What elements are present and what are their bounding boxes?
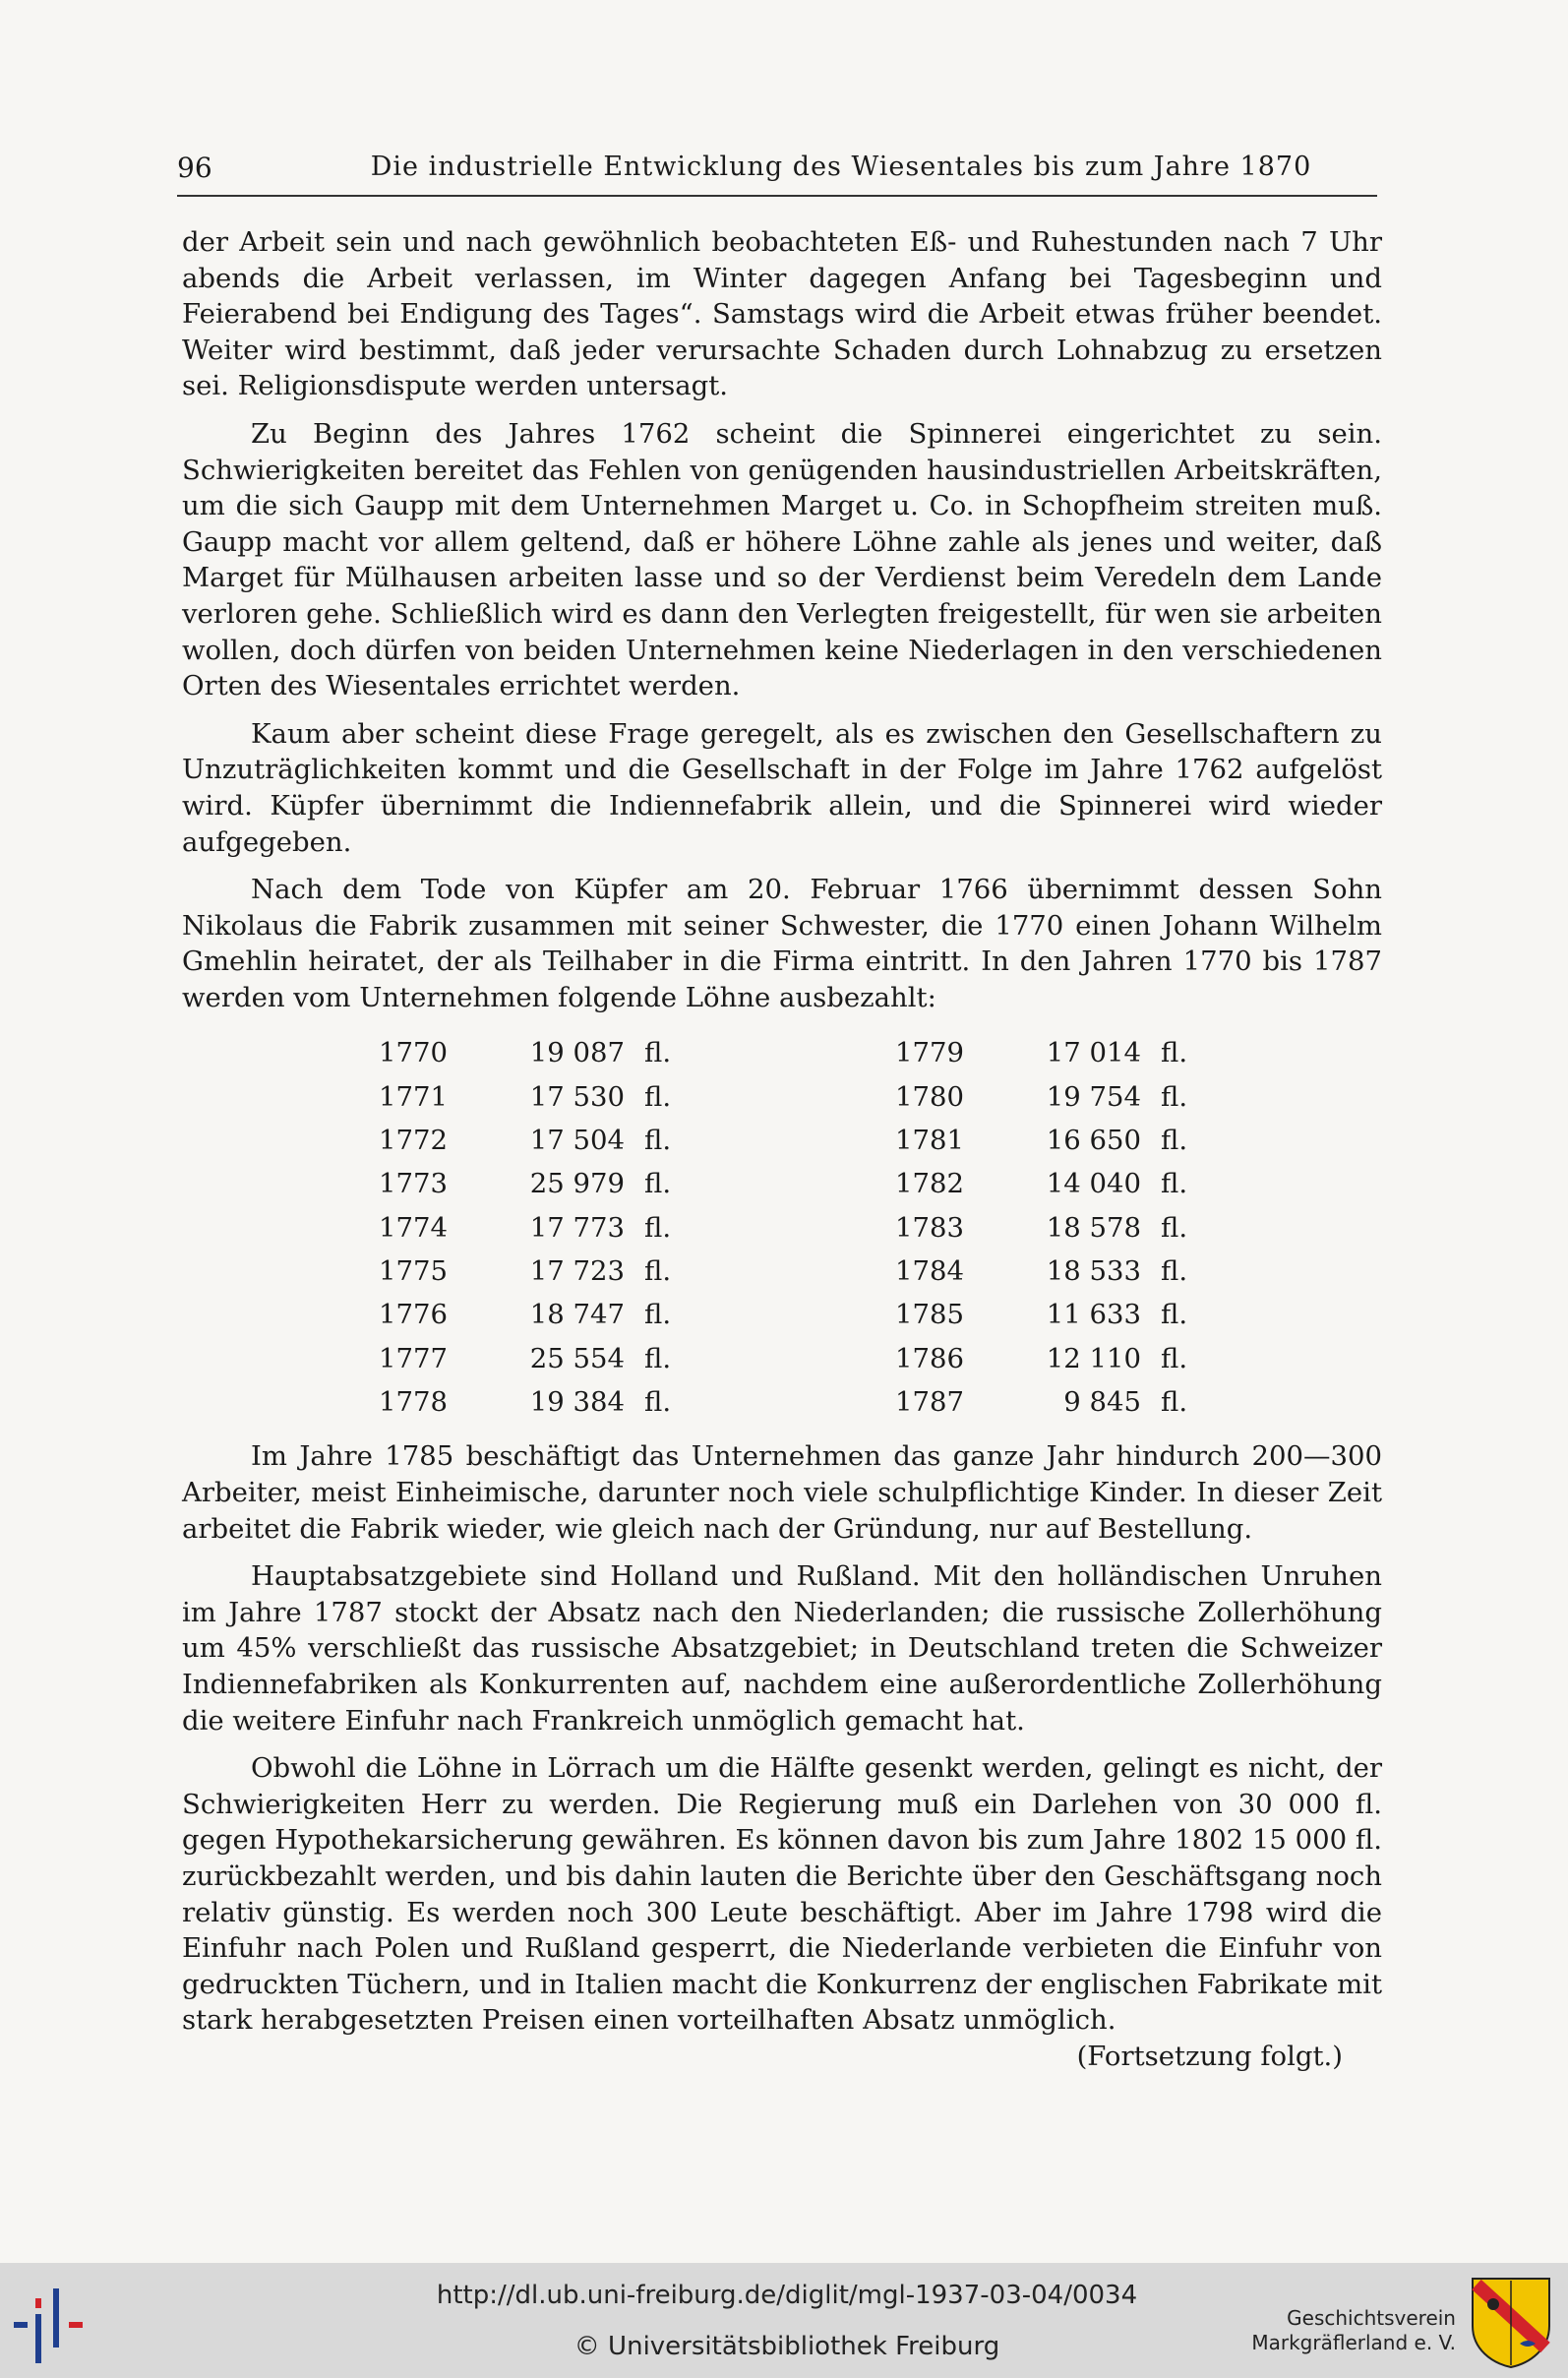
amount-cell: 18 578 bbox=[1046, 1211, 1141, 1244]
unit-cell: fl. bbox=[1161, 1211, 1188, 1244]
wages-column-right bbox=[895, 1031, 1308, 1424]
year-cell: 1775 bbox=[379, 1254, 448, 1287]
unit-cell: fl. bbox=[644, 1211, 672, 1244]
unit-cell: fl. bbox=[644, 1125, 672, 1157]
table-row bbox=[895, 1337, 1308, 1380]
unit-cell: fl. bbox=[1161, 1385, 1188, 1418]
document-url-link[interactable]: http://dl.ub.uni-freiburg.de/diglit/mgl-1937-03-04/0034 bbox=[436, 2281, 1138, 2310]
wages-column-left bbox=[379, 1031, 792, 1424]
amount-cell: 9 845 bbox=[1063, 1385, 1141, 1418]
society-name-line: Markgräflerland e. V. bbox=[1251, 2331, 1456, 2354]
page-header bbox=[177, 148, 1377, 197]
year-cell: 1782 bbox=[895, 1168, 964, 1200]
society-name bbox=[1249, 2306, 1456, 2355]
unit-cell: fl. bbox=[644, 1385, 672, 1418]
table-row bbox=[379, 1031, 792, 1074]
unit-cell: fl. bbox=[644, 1254, 672, 1287]
amount-cell: 19 754 bbox=[1046, 1080, 1141, 1113]
table-row bbox=[895, 1119, 1308, 1162]
amount-cell: 19 087 bbox=[529, 1037, 625, 1069]
table-row bbox=[379, 1250, 792, 1293]
table-row bbox=[379, 1119, 792, 1162]
year-cell: 1784 bbox=[895, 1254, 964, 1287]
year-cell: 1770 bbox=[379, 1037, 448, 1069]
amount-cell: 17 014 bbox=[1046, 1037, 1141, 1069]
paragraph: Nach dem Tode von Küpfer am 20. Februar 1766 übernimmt dessen Sohn Nikolaus die Fabrik zusammen mit seiner Schwester, die 1770 einen Johann Wilhelm Gmehlin heiratet, der als Teilhaber in die Firma eintritt. In den Jahren 1770 bis 1787 werden vom Unternehmen folgende Löhne ausbezahlt: bbox=[182, 874, 1382, 1013]
unit-cell: fl. bbox=[1161, 1299, 1188, 1331]
unit-cell: fl. bbox=[644, 1080, 672, 1113]
paragraph: Zu Beginn des Jahres 1762 scheint die Spinnerei eingerichtet zu sein. Schwierigkeiten bereitet das Fehlen von genügenden hausindustriellen Arbeitskräften, um die sich Gaupp mit dem Unternehmen Marget u. Co. in Schopfheim streiten muß. Gaupp macht vor allem geltend, daß er höhere Löhne zahle als jenes und weiter, daß Marget für Mülhausen arbeiten lasse und so der Verdienst beim Veredeln dem Lande verloren gehe. Schließlich wird es dann den Verlegten freigestellt, für wen sie arbeiten wollen, doch dürfen von beiden Unternehmen keine Niederlagen in den verschiedenen Orten des Wiesentales errichtet werden. bbox=[182, 417, 1382, 702]
year-cell: 1773 bbox=[379, 1168, 448, 1200]
paragraph: Kaum aber scheint diese Frage geregelt, als es zwischen den Gesellschaftern zu Unzuträglichkeiten kommt und die Gesellschaft in der Folge im Jahre 1762 aufgelöst wird. Küpfer übernimmt die Indiennefabrik allein, und die Spinnerei wird wieder aufgegeben. bbox=[182, 717, 1382, 858]
table-row bbox=[895, 1380, 1308, 1424]
year-cell: 1779 bbox=[895, 1037, 964, 1069]
unit-cell: fl. bbox=[644, 1168, 672, 1200]
table-row bbox=[379, 1206, 792, 1250]
coat-of-arms-icon bbox=[1469, 2275, 1553, 2369]
amount-cell: 17 773 bbox=[529, 1211, 625, 1244]
table-row bbox=[895, 1031, 1308, 1074]
unit-cell: fl. bbox=[644, 1037, 672, 1069]
amount-cell: 11 633 bbox=[1046, 1299, 1141, 1331]
unit-cell: fl. bbox=[644, 1342, 672, 1374]
unit-cell: fl. bbox=[1161, 1168, 1188, 1200]
amount-cell: 17 723 bbox=[529, 1254, 625, 1287]
wages-table bbox=[182, 1031, 1382, 1425]
year-cell: 1785 bbox=[895, 1299, 964, 1331]
amount-cell: 25 979 bbox=[529, 1168, 625, 1200]
table-row bbox=[895, 1250, 1308, 1293]
unit-cell: fl. bbox=[1161, 1342, 1188, 1374]
unit-cell: fl. bbox=[644, 1299, 672, 1331]
page-number: 96 bbox=[177, 152, 212, 184]
year-cell: 1778 bbox=[379, 1385, 448, 1418]
year-cell: 1776 bbox=[379, 1299, 448, 1331]
table-row bbox=[895, 1162, 1308, 1205]
to-be-continued-note: (Fortsetzung folgt.) bbox=[1076, 2040, 1343, 2072]
table-row bbox=[379, 1075, 792, 1119]
running-title: Die industrielle Entwicklung des Wiesentales bis zum Jahre 1870 bbox=[370, 152, 1312, 182]
copyright-notice: © Universitätsbibliothek Freiburg bbox=[573, 2332, 1000, 2361]
amount-cell: 12 110 bbox=[1046, 1342, 1141, 1374]
ub-freiburg-logo-icon[interactable] bbox=[14, 2285, 102, 2363]
paragraph: Obwohl die Löhne in Lörrach um die Hälfte gesenkt werden, gelingt es nicht, der Schwierigkeiten Herr zu werden. Die Regierung muß ein Darlehen von 30 000 fl. gegen Hypothekarsicherung gewähren. Es können davon bis zum Jahre 1802 15 000 fl. zurückbezahlt werden, und bis dahin lauten die Berichte über den Geschäftsgang noch relativ günstig. Es werden noch 300 Leute beschäftigt. Aber im Jahre 1798 wird die Einfuhr nach Polen und Rußland gesperrt, die Niederlande verbieten die Einfuhr von gedruckten Tüchern, und in Italien macht die Konkurrenz der englischen Fabrikate mit stark herabgesetzten Preisen einen vorteilhaften Absatz unmöglich. bbox=[182, 1752, 1382, 2037]
article-body bbox=[182, 224, 1382, 2075]
viewer-footer bbox=[0, 2263, 1568, 2378]
society-name-line: Geschichtsverein bbox=[1287, 2306, 1456, 2330]
year-cell: 1777 bbox=[379, 1342, 448, 1374]
year-cell: 1786 bbox=[895, 1342, 964, 1374]
amount-cell: 17 530 bbox=[529, 1080, 625, 1113]
year-cell: 1771 bbox=[379, 1080, 448, 1113]
amount-cell: 16 650 bbox=[1046, 1125, 1141, 1157]
unit-cell: fl. bbox=[1161, 1037, 1188, 1069]
paragraph: Im Jahre 1785 beschäftigt das Unternehmen das ganze Jahr hindurch 200—300 Arbeiter, meist Einheimische, darunter noch viele schulpflichtige Kinder. In dieser Zeit arbeitet die Fabrik wieder, wie gleich nach der Gründung, nur auf Bestellung. bbox=[182, 1440, 1382, 1545]
amount-cell: 25 554 bbox=[529, 1342, 625, 1374]
amount-cell: 18 533 bbox=[1046, 1254, 1141, 1287]
table-row bbox=[379, 1380, 792, 1424]
unit-cell: fl. bbox=[1161, 1080, 1188, 1113]
amount-cell: 14 040 bbox=[1046, 1168, 1141, 1200]
year-cell: 1781 bbox=[895, 1125, 964, 1157]
unit-cell: fl. bbox=[1161, 1125, 1188, 1157]
year-cell: 1772 bbox=[379, 1125, 448, 1157]
paragraph: Hauptabsatzgebiete sind Holland und Rußland. Mit den holländischen Unruhen im Jahre 1787 stockt der Absatz nach den Niederlanden; die russische Zollerhöhung um 45% verschließt das russische Absatzgebiet; in Deutschland treten die Schweizer Indiennefabriken als Konkurrenten auf, nachdem eine außerordentliche Zollerhöhung die weitere Einfuhr nach Frankreich unmöglich gemacht hat. bbox=[182, 1560, 1382, 1737]
year-cell: 1783 bbox=[895, 1211, 964, 1244]
table-row bbox=[895, 1206, 1308, 1250]
table-row bbox=[895, 1293, 1308, 1336]
paragraph: der Arbeit sein und nach gewöhnlich beobachteten Eß- und Ruhestunden nach 7 Uhr abends die Arbeit verlassen, im Winter dagegen Anfang bei Tagesbeginn und Feierabend bei Endigung des Tages“. Samstags wird die Arbeit etwas früher beendet. Weiter wird bestimmt, daß jeder verursachte Schaden durch Lohnabzug zu ersetzen sei. Religionsdispute werden untersagt. bbox=[182, 226, 1382, 402]
table-row bbox=[379, 1337, 792, 1380]
year-cell: 1774 bbox=[379, 1211, 448, 1244]
amount-cell: 19 384 bbox=[529, 1385, 625, 1418]
year-cell: 1787 bbox=[895, 1385, 964, 1418]
amount-cell: 17 504 bbox=[529, 1125, 625, 1157]
table-row bbox=[895, 1075, 1308, 1119]
unit-cell: fl. bbox=[1161, 1254, 1188, 1287]
table-row bbox=[379, 1162, 792, 1205]
amount-cell: 18 747 bbox=[529, 1299, 625, 1331]
table-row bbox=[379, 1293, 792, 1336]
year-cell: 1780 bbox=[895, 1080, 964, 1113]
